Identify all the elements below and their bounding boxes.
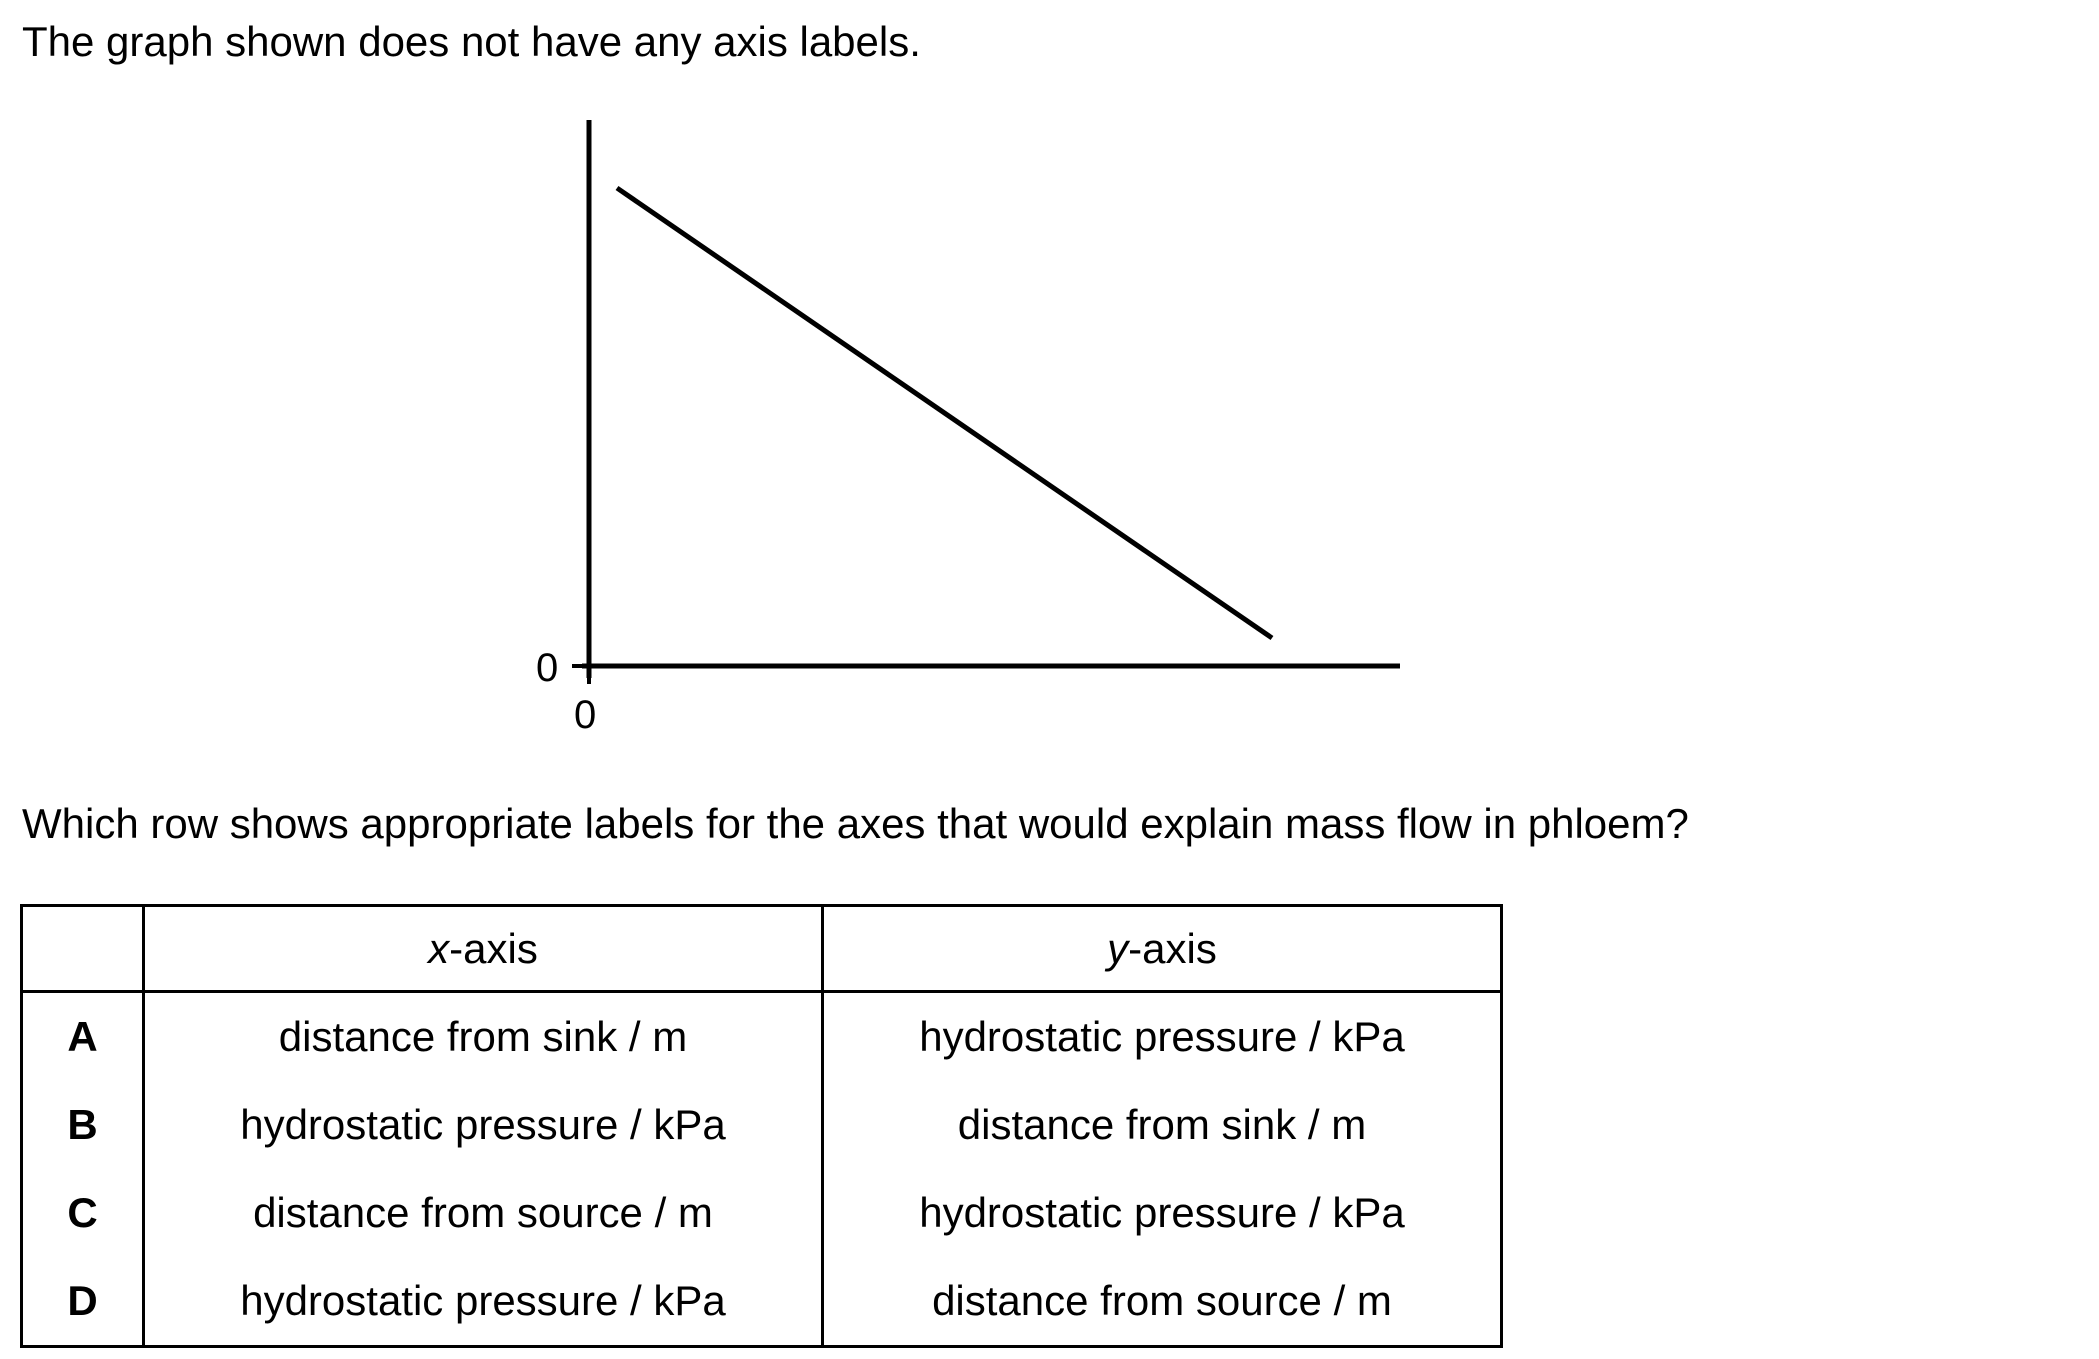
header-x-suffix: -axis — [449, 924, 538, 972]
row-key: D — [22, 1257, 144, 1347]
header-y-letter: y — [1107, 924, 1129, 972]
header-y-suffix: -axis — [1128, 924, 1217, 972]
header-x-axis — [144, 906, 823, 992]
table-row[interactable] — [22, 992, 1502, 1082]
x-origin-label: 0 — [574, 693, 597, 737]
row-y-label: distance from source / m — [823, 1257, 1502, 1347]
question-text: Which row shows appropriate labels for the axes that would explain mass flow in phloem? — [22, 800, 1689, 847]
row-x-label: distance from source / m — [144, 1169, 823, 1257]
row-y-label: distance from sink / m — [823, 1081, 1502, 1169]
row-key: A — [22, 992, 144, 1082]
intro-text: The graph shown does not have any axis labels. — [22, 18, 921, 65]
header-key-cell — [22, 906, 144, 992]
row-x-label: hydrostatic pressure / kPa — [144, 1081, 823, 1169]
row-key: B — [22, 1081, 144, 1169]
row-x-label: hydrostatic pressure / kPa — [144, 1257, 823, 1347]
table-header-row — [22, 906, 1502, 992]
table-row[interactable] — [22, 1257, 1502, 1347]
table-row[interactable] — [22, 1169, 1502, 1257]
answer-table — [20, 904, 1503, 1348]
y-origin-label: 0 — [536, 646, 559, 690]
header-y-axis — [823, 906, 1502, 992]
row-y-label: hydrostatic pressure / kPa — [823, 992, 1502, 1082]
row-y-label: hydrostatic pressure / kPa — [823, 1169, 1502, 1257]
row-key: C — [22, 1169, 144, 1257]
row-x-label: distance from sink / m — [144, 992, 823, 1082]
table-row[interactable] — [22, 1081, 1502, 1169]
data-line — [617, 188, 1272, 638]
header-x-letter: x — [428, 924, 450, 972]
